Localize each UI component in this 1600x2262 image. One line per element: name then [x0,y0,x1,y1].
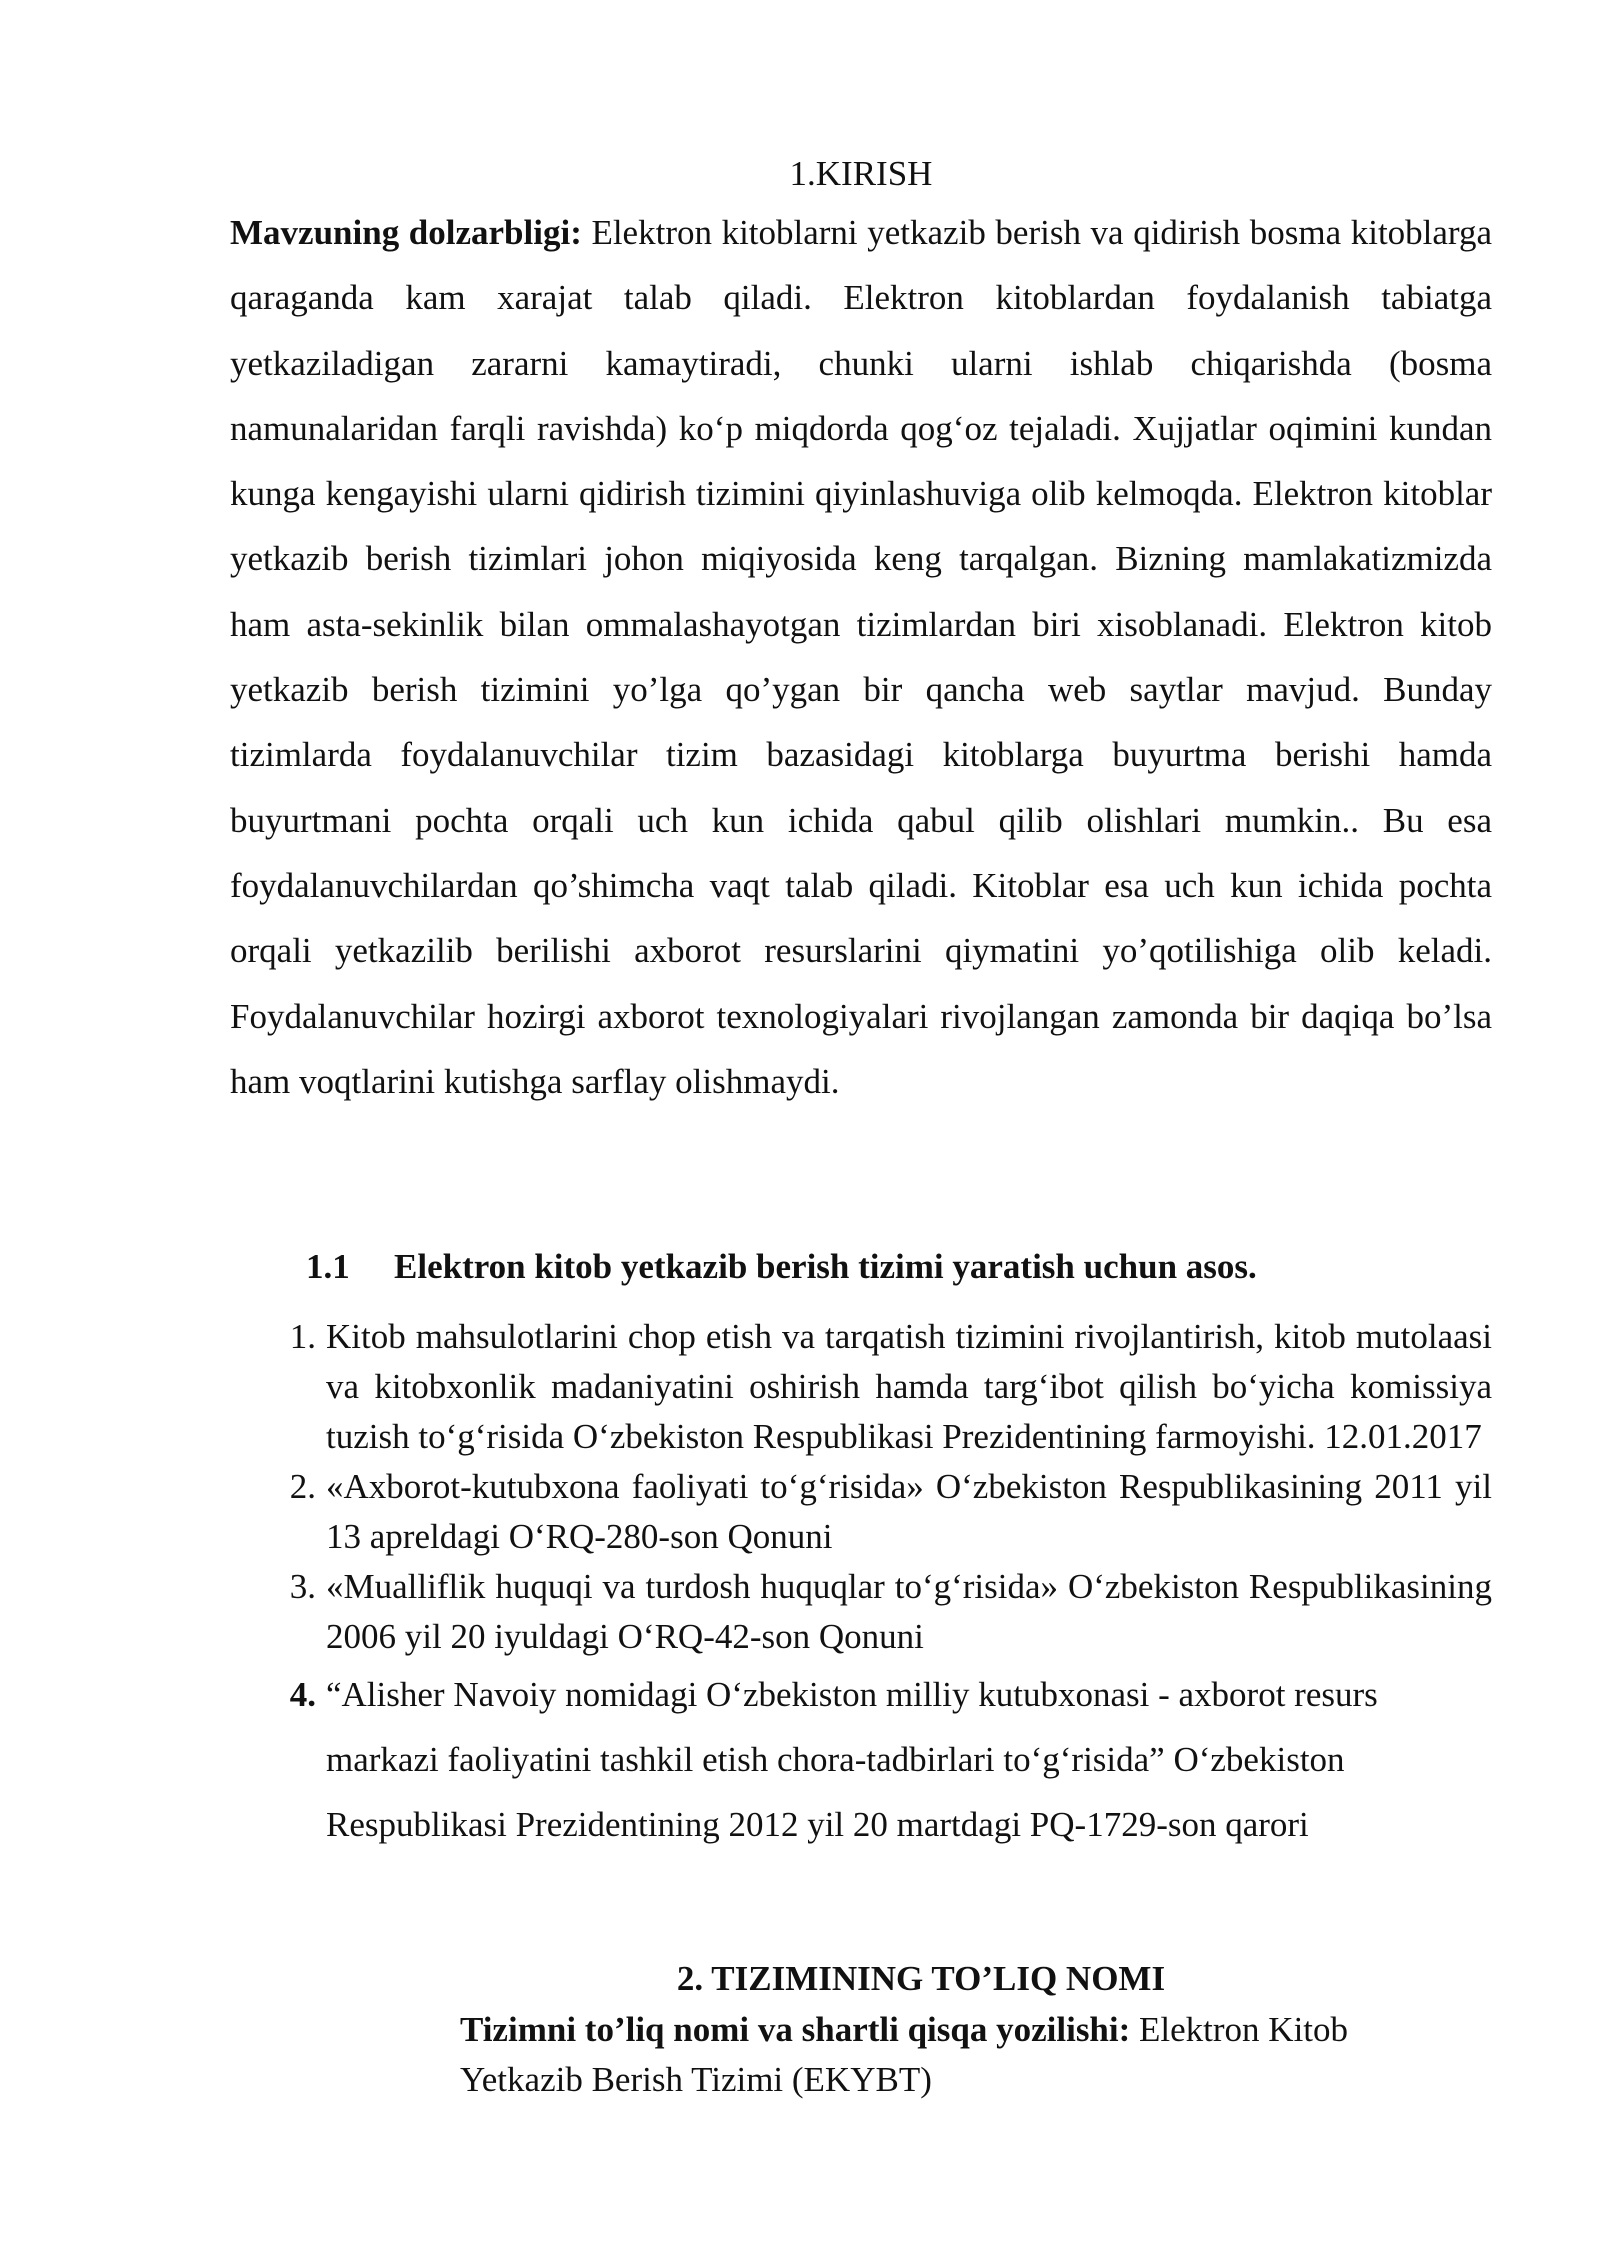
relevance-text: Elektron kitoblarni yetkazib berish va qidirish bosma kitoblarga qaraganda kam xarajat talab qiladi. Elektron kitoblardan foydalanish tabiatga yetkaziladigan zararni kamaytiradi, chunki ularni ishlab chiqarishda (bosma namunalaridan farqli ravishda) ko‘p miqdorda qog‘oz tejaladi. Xujjatlar oqimini kundan kunga kengayishi ularni qidirish tizimini qiyinlashuviga olib kelmoqda. Elektron kitoblar yetkazib berish tizimlari johon miqiyosida keng tarqalgan. Bizning mamlakatizmizda ham asta-sekinlik bilan ommalashayotgan tizimlardan biri xisoblanadi. Elektron kitob yetkazib berish tizimini yo’lga qo’ygan bir qancha web saytlar mavjud. Bunday tizimlarda foydalanuvchilar tizim bazasidagi kitoblarga buyurtma berishi hamda buyurtmani pochta orqali uch kun ichida qabul qilib olishlari mumkin.. Bu esa foydalanuvchilardan qo’shimcha vaqt talab qiladi. Kitoblar esa uch kun ichida pochta orqali yetkazilib berilishi axborot resurslarini qiymatini yo’qotilishiga olib keladi. Foydalanuvchilar hozirgi axborot texnologiyalari rivojlangan zamonda bir daqiqa bo’lsa ham voqtlarini kutishga sarflay olishmaydi. [230,213,1492,1101]
relevance-paragraph [230,200,1492,1114]
system-name-label: Tizimni to’liq nomi va shartli qisqa yozilishi: [460,2010,1131,2049]
section-heading-full-name: 2. TIZIMINING TO’LIQ NOMI [676,1959,1166,1998]
list-item-number: 1. [289,1317,316,1356]
list-item [230,1312,1492,1462]
list-item-text: “Alisher Navoiy nomidagi O‘zbekiston milliy kutubxonasi - axborot resurs markazi faoliyatini tashkil etish chora-tadbirlari to‘g‘risida” O‘zbekiston Respublikasi Prezidentining 2012 yil 20 martdagi PQ-1729-son qarori [326,1675,1378,1844]
subsection-title: Elektron kitob yetkazib berish tizimi yaratish uchun asos. [394,1247,1257,1286]
list-item [230,1562,1492,1662]
list-item-text: «Axborot-kutubxona faoliyati to‘g‘risida» O‘zbekiston Respublikasining 2011 yil 13 apreldagi O‘RQ-280-son Qonuni [326,1467,1492,1556]
relevance-label: Mavzuning dolzarbligi: [230,213,582,252]
subsection-number: 1.1 [306,1247,350,1286]
list-item-number: 2. [289,1467,316,1506]
list-item-text: «Mualliflik huquqi va turdosh huquqlar to‘g‘risida» O‘zbekiston Respublikasining 2006 yil 20 iyuldagi O‘RQ-42-son Qonuni [326,1567,1492,1656]
system-full-name [460,2005,1460,2105]
system-name-value: Elektron Kitob Yetkazib Berish Tizimi (EKYBT) [460,2010,1349,2099]
subsection-heading-basis [306,1244,1492,1290]
section-heading-kirish: 1.KIRISH [789,154,933,193]
list-item [230,1462,1492,1562]
basis-document-list [230,1312,1492,1857]
list-item [230,1662,1492,1857]
list-item-text: Kitob mahsulotlarini chop etish va tarqatish tizimini rivojlantirish, kitob mutolaasi va kitobxonlik madaniyatini oshirish hamda targ‘ibot qilish bo‘yicha komissiya tuzish to‘g‘risida O‘zbekiston Respublikasi Prezidentining farmoyishi. 12.01.2017 [326,1317,1492,1456]
list-item-number: 4. [289,1675,316,1714]
list-item-number: 3. [289,1567,316,1606]
